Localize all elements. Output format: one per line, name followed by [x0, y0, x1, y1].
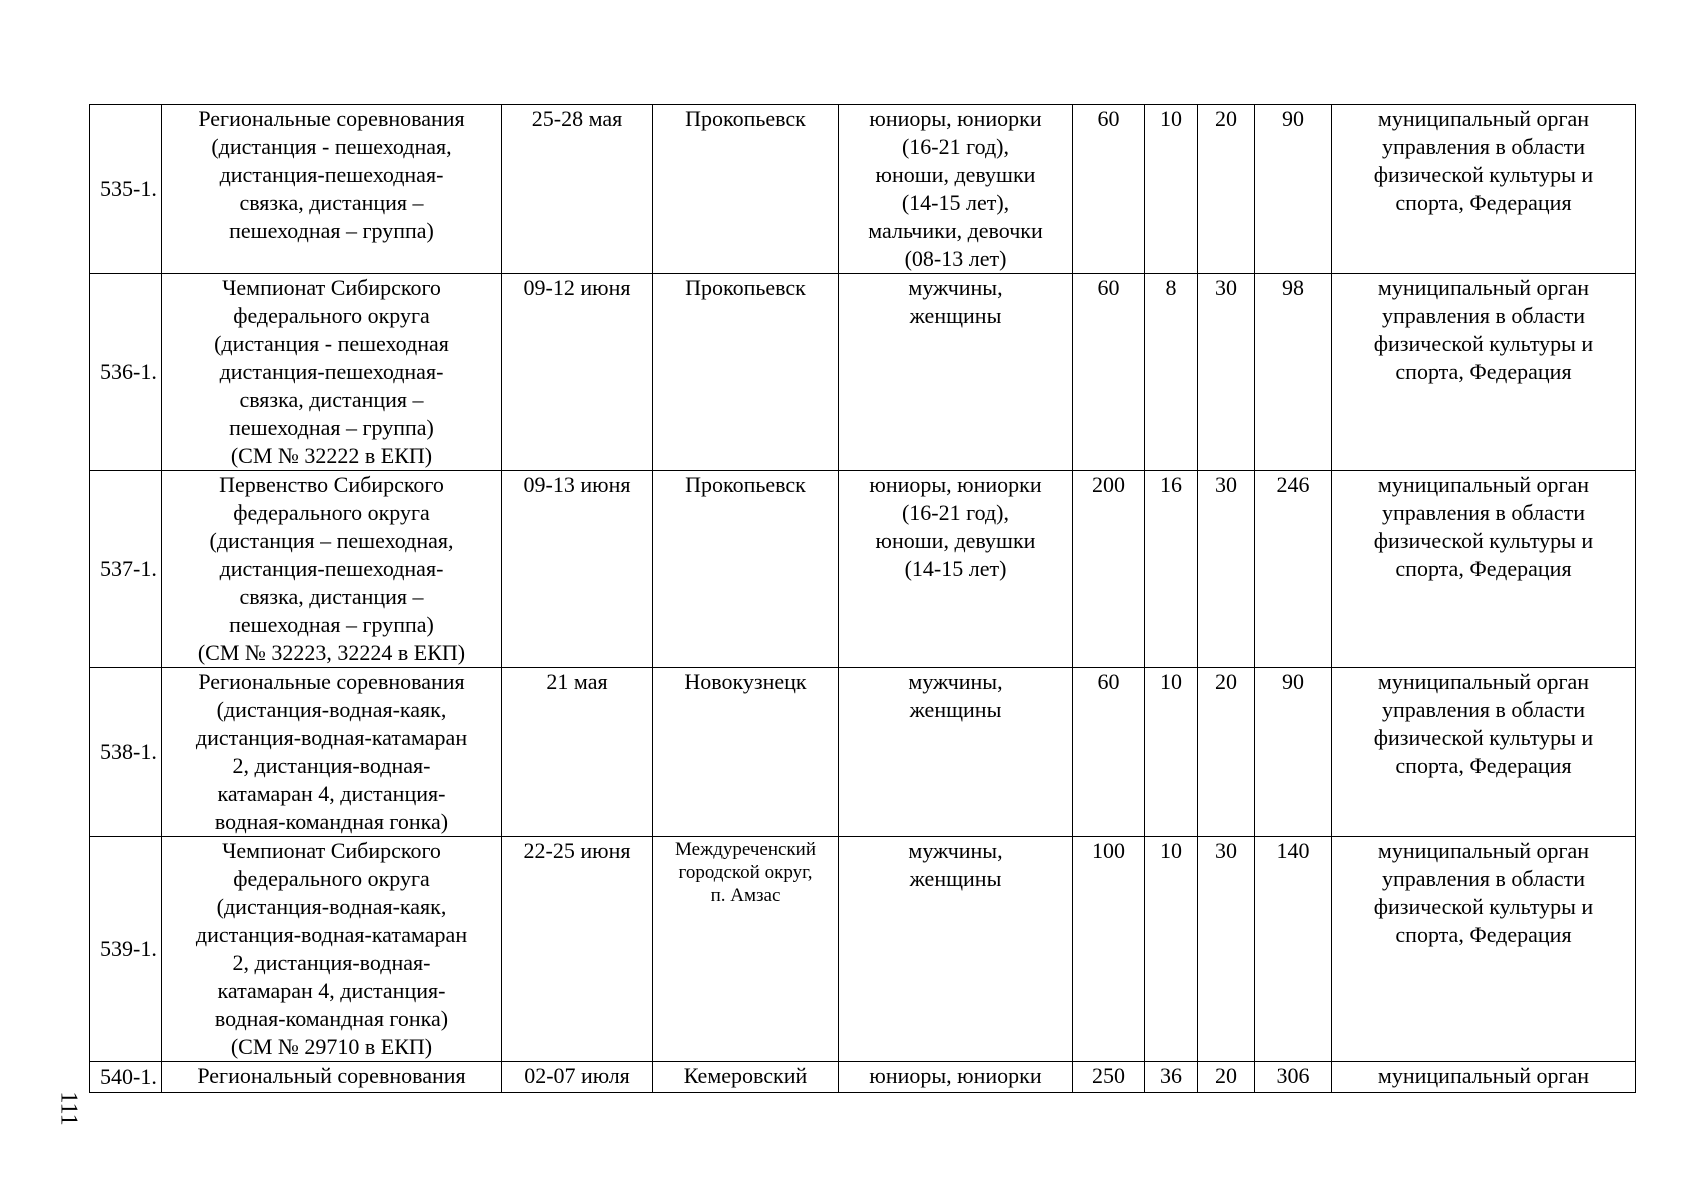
- event-name-cell: [162, 105, 502, 274]
- event-name-line: связка, дистанция –: [239, 387, 424, 412]
- organizer-line: физической культуры и: [1373, 162, 1594, 187]
- organizer-line: физической культуры и: [1373, 331, 1594, 356]
- judges-count-cell: 30: [1198, 274, 1255, 471]
- event-name-line: 2, дистанция-водная-: [232, 950, 431, 975]
- coaches-count-cell: 10: [1145, 837, 1198, 1062]
- total-count-cell: 90: [1255, 668, 1332, 837]
- participants-cell: [839, 274, 1073, 471]
- judges-count-cell: 30: [1198, 471, 1255, 668]
- total-count-cell: 90: [1255, 105, 1332, 274]
- event-place-line: Междуреченский: [675, 839, 816, 860]
- participants-cell: [839, 668, 1073, 837]
- participants-line: юниоры, юниорки: [869, 106, 1042, 131]
- organizer-line: муниципальный орган: [1377, 275, 1590, 300]
- participants-line: (16-21 год),: [901, 500, 1009, 525]
- judges-count-cell: 30: [1198, 837, 1255, 1062]
- event-name-line: Региональные соревнования: [198, 106, 465, 131]
- event-name-line: связка, дистанция –: [239, 190, 424, 215]
- organizer-line: управления в области: [1382, 134, 1585, 159]
- coaches-count-cell: 10: [1145, 668, 1198, 837]
- total-count-cell: 306: [1255, 1062, 1332, 1093]
- event-name-line: дистанция-водная-катамаран: [195, 725, 468, 750]
- table-row: [90, 105, 1636, 274]
- event-name-cell: [162, 668, 502, 837]
- participants-line: юноши, девушки: [875, 528, 1036, 553]
- participants-line: женщины: [909, 303, 1002, 328]
- event-name-line: катамаран 4, дистанция-: [217, 781, 446, 806]
- event-name-line: водная-командная гонка): [214, 809, 449, 834]
- row-number-cell: 537-1.: [90, 471, 162, 668]
- organizer-line: муниципальный орган: [1377, 472, 1590, 497]
- athletes-count-cell: 60: [1073, 274, 1145, 471]
- organizer-line: физической культуры и: [1373, 725, 1594, 750]
- event-place-cell: [653, 1062, 839, 1093]
- organizer-cell: [1332, 837, 1636, 1062]
- participants-line: юноши, девушки: [875, 162, 1036, 187]
- events-table: [89, 104, 1636, 1093]
- event-name-cell: [162, 1062, 502, 1093]
- event-name-cell: [162, 274, 502, 471]
- event-date-cell: 22-25 июня: [502, 837, 653, 1062]
- event-place-cell: [653, 105, 839, 274]
- participants-line: (14-15 лет): [904, 556, 1007, 581]
- event-name-line: (дистанция-водная-каяк,: [216, 894, 447, 919]
- participants-cell: [839, 1062, 1073, 1093]
- event-name-line: федерального округа: [233, 303, 430, 328]
- event-name-line: пешеходная – группа): [229, 218, 434, 243]
- event-place-line: Кемеровский: [683, 1063, 808, 1088]
- event-date-cell: 21 мая: [502, 668, 653, 837]
- event-name-line: (СМ № 29710 в ЕКП): [230, 1034, 433, 1059]
- event-name-line: связка, дистанция –: [239, 584, 424, 609]
- event-name-line: дистанция-водная-катамаран: [195, 922, 468, 947]
- event-place-cell: [653, 668, 839, 837]
- event-place-line: Новокузнецк: [684, 669, 807, 694]
- organizer-line: спорта, Федерация: [1395, 359, 1572, 384]
- organizer-line: муниципальный орган: [1377, 838, 1590, 863]
- event-name-line: дистанция-пешеходная-: [219, 162, 444, 187]
- event-name-line: Чемпионат Сибирского: [222, 838, 441, 863]
- athletes-count-cell: 100: [1073, 837, 1145, 1062]
- event-name-cell: [162, 837, 502, 1062]
- judges-count-cell: 20: [1198, 1062, 1255, 1093]
- event-name-line: водная-командная гонка): [214, 1006, 449, 1031]
- participants-line: мальчики, девочки: [868, 218, 1043, 243]
- participants-line: мужчины,: [908, 838, 1003, 863]
- event-name-line: (СМ № 32222 в ЕКП): [230, 443, 433, 468]
- organizer-cell: [1332, 471, 1636, 668]
- total-count-cell: 98: [1255, 274, 1332, 471]
- event-name-line: 2, дистанция-водная-: [232, 753, 431, 778]
- participants-line: мужчины,: [908, 669, 1003, 694]
- participants-line: юниоры, юниорки: [869, 1063, 1042, 1088]
- organizer-line: спорта, Федерация: [1395, 753, 1572, 778]
- organizer-line: физической культуры и: [1373, 894, 1594, 919]
- participants-line: мужчины,: [908, 275, 1003, 300]
- organizer-line: физической культуры и: [1373, 528, 1594, 553]
- judges-count-cell: 20: [1198, 105, 1255, 274]
- organizer-line: спорта, Федерация: [1395, 922, 1572, 947]
- organizer-cell: [1332, 105, 1636, 274]
- organizer-cell: [1332, 668, 1636, 837]
- organizer-cell: [1332, 274, 1636, 471]
- organizer-line: муниципальный орган: [1377, 106, 1590, 131]
- organizer-line: управления в области: [1382, 500, 1585, 525]
- event-place-line: Прокопьевск: [685, 275, 806, 300]
- row-number-cell: 540-1.: [90, 1062, 162, 1093]
- organizer-line: управления в области: [1382, 866, 1585, 891]
- athletes-count-cell: 60: [1073, 105, 1145, 274]
- event-name-line: федерального округа: [233, 500, 430, 525]
- event-name-line: Первенство Сибирского: [219, 472, 444, 497]
- event-date-cell: 09-12 июня: [502, 274, 653, 471]
- athletes-count-cell: 250: [1073, 1062, 1145, 1093]
- row-number-cell: 535-1.: [90, 105, 162, 274]
- participants-line: женщины: [909, 697, 1002, 722]
- row-number-cell: 538-1.: [90, 668, 162, 837]
- judges-count-cell: 20: [1198, 668, 1255, 837]
- event-name-line: дистанция-пешеходная-: [219, 556, 444, 581]
- event-date-cell: 09-13 июня: [502, 471, 653, 668]
- coaches-count-cell: 8: [1145, 274, 1198, 471]
- participants-cell: [839, 837, 1073, 1062]
- participants-line: (08-13 лет): [904, 246, 1007, 271]
- row-number-cell: 539-1.: [90, 837, 162, 1062]
- participants-line: (14-15 лет),: [901, 190, 1010, 215]
- participants-line: юниоры, юниорки: [869, 472, 1042, 497]
- event-name-line: Чемпионат Сибирского: [222, 275, 441, 300]
- participants-line: женщины: [909, 866, 1002, 891]
- event-name-line: Региональный соревнования: [197, 1063, 466, 1088]
- event-name-line: пешеходная – группа): [229, 415, 434, 440]
- table-row: [90, 837, 1636, 1062]
- table-row: [90, 274, 1636, 471]
- event-place-cell: [653, 837, 839, 1062]
- participants-line: (16-21 год),: [901, 134, 1009, 159]
- event-name-line: (дистанция-водная-каяк,: [216, 697, 447, 722]
- event-date-cell: 02-07 июля: [502, 1062, 653, 1093]
- page-number: 111: [55, 1091, 82, 1126]
- event-place-line: городской округ,: [678, 862, 813, 883]
- event-name-line: дистанция-пешеходная-: [219, 359, 444, 384]
- organizer-line: муниципальный орган: [1377, 669, 1590, 694]
- athletes-count-cell: 200: [1073, 471, 1145, 668]
- organizer-line: управления в области: [1382, 303, 1585, 328]
- event-place-cell: [653, 274, 839, 471]
- total-count-cell: 140: [1255, 837, 1332, 1062]
- coaches-count-cell: 16: [1145, 471, 1198, 668]
- table-row: [90, 1062, 1636, 1093]
- event-name-line: Региональные соревнования: [198, 669, 465, 694]
- organizer-line: спорта, Федерация: [1395, 190, 1572, 215]
- organizer-line: спорта, Федерация: [1395, 556, 1572, 581]
- event-name-line: федерального округа: [233, 866, 430, 891]
- event-place-cell: [653, 471, 839, 668]
- event-name-line: пешеходная – группа): [229, 612, 434, 637]
- coaches-count-cell: 36: [1145, 1062, 1198, 1093]
- event-name-cell: [162, 471, 502, 668]
- event-date-cell: 25-28 мая: [502, 105, 653, 274]
- event-name-line: (дистанция - пешеходная,: [211, 134, 452, 159]
- coaches-count-cell: 10: [1145, 105, 1198, 274]
- organizer-line: управления в области: [1382, 697, 1585, 722]
- table-row: [90, 471, 1636, 668]
- event-place-line: Прокопьевск: [685, 472, 806, 497]
- organizer-cell: [1332, 1062, 1636, 1093]
- organizer-line: муниципальный орган: [1377, 1063, 1590, 1088]
- events-table-body: [90, 105, 1636, 1093]
- participants-cell: [839, 105, 1073, 274]
- event-place-line: Прокопьевск: [685, 106, 806, 131]
- event-name-line: (дистанция - пешеходная: [214, 331, 449, 356]
- total-count-cell: 246: [1255, 471, 1332, 668]
- event-name-line: (СМ № 32223, 32224 в ЕКП): [197, 640, 466, 665]
- participants-cell: [839, 471, 1073, 668]
- event-place-line: п. Амзас: [710, 885, 781, 906]
- table-row: [90, 668, 1636, 837]
- row-number-cell: 536-1.: [90, 274, 162, 471]
- event-name-line: катамаран 4, дистанция-: [217, 978, 446, 1003]
- event-name-line: (дистанция – пешеходная,: [209, 528, 454, 553]
- athletes-count-cell: 60: [1073, 668, 1145, 837]
